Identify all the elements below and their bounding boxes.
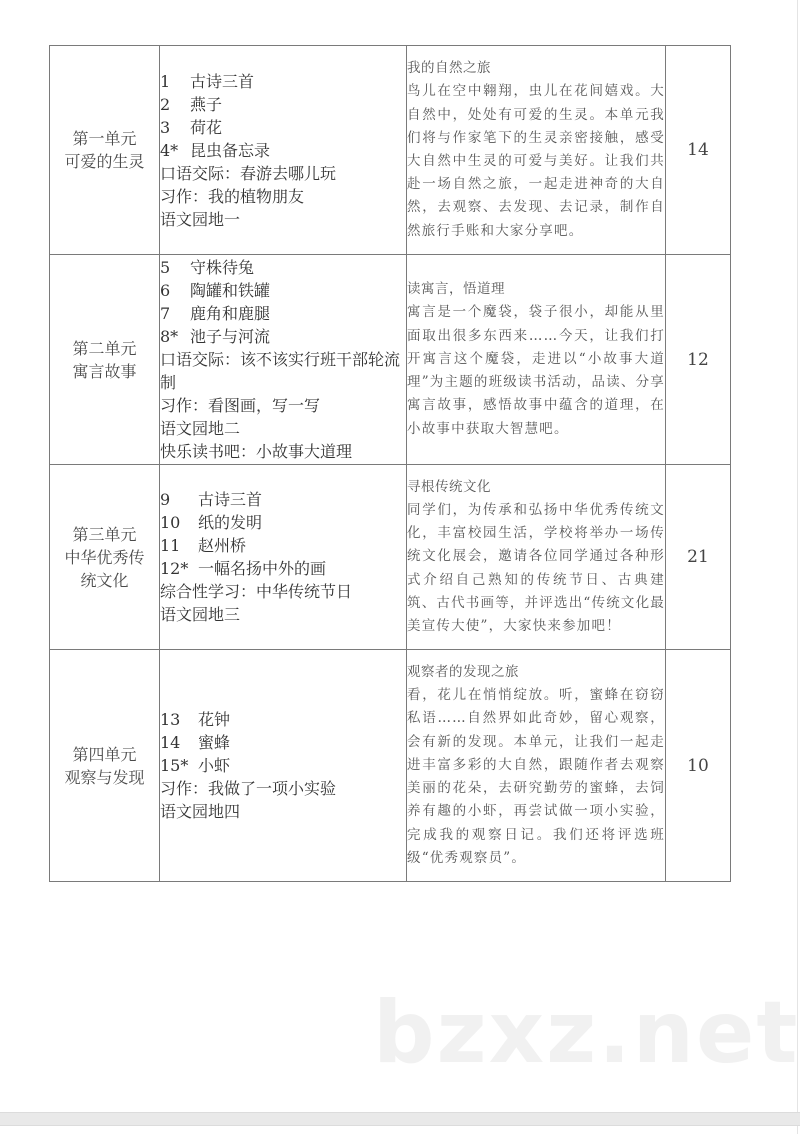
lesson-item (160, 116, 406, 139)
lesson-title: 蜜蜂 (198, 733, 231, 752)
activity-item: 快乐读书吧：小故事大道理 (160, 442, 353, 461)
activity-item: 综合性学习：中华传统节日 (160, 582, 353, 601)
intro-title: 读寓言，悟道理 (407, 281, 505, 298)
watermark: bzxz.net (373, 983, 800, 1083)
intro-text: 看，花儿在悄悄绽放。听，蜜蜂在窃窃私语……自然界如此奇妙，留心观察，会有新的发现。本单元，让我们一起走进丰富多彩的大自然，跟随作者去观察美丽的花朵，去研究勤劳的蜜蜂，去饲养有趣的小虾，再尝试做一项小实验，完成我的观察日记。我们还将评选班级“优秀观察员”。 (407, 687, 665, 866)
activity-item: 习作：我做了一项小实验 (160, 779, 337, 798)
unit-theme: 寓言故事 (72, 361, 137, 381)
lessons-cell (160, 465, 407, 650)
table-row-unit-1 (50, 46, 731, 255)
unit-theme: 观察与发现 (64, 767, 145, 787)
lesson-number: 1 (160, 71, 171, 91)
lesson-number: 8* (160, 327, 179, 346)
lesson-number: 5 (160, 258, 171, 277)
unit-name-cell (50, 255, 160, 465)
table-row-unit-3 (50, 465, 731, 650)
lesson-number: 2 (160, 94, 171, 114)
activity-item: 语文园地一 (160, 209, 241, 229)
lesson-title: 陶罐和铁罐 (190, 281, 271, 300)
table-row-unit-2 (50, 255, 731, 465)
intro-text: 鸟儿在空中翱翔，虫儿在花间嬉戏。大自然中，处处有可爱的生灵。本单元我们将与作家笔下的生灵亲密接触，感受大自然中生灵的可爱与美好。让我们共赴一场自然之旅，一起走进神奇的大自然，去观察、去发现、去记录，制作自然旅行手账和大家分享吧。 (407, 83, 665, 239)
lesson-number: 13 (160, 710, 181, 729)
lesson-item (160, 93, 406, 116)
hours-cell: 10 (666, 650, 731, 882)
lesson-number: 14 (160, 733, 181, 752)
lesson-number: 9 (160, 490, 171, 509)
lesson-number: 6 (160, 281, 171, 300)
unit-theme: 可爱的生灵 (64, 152, 145, 171)
hours-cell: 14 (666, 46, 731, 255)
intro-title: 寻根传统文化 (407, 478, 491, 495)
lesson-title: 纸的发明 (198, 513, 263, 532)
lesson-title: 鹿角和鹿腿 (190, 304, 271, 323)
unit-theme: 中华优秀传统文化 (64, 547, 145, 590)
unit-label: 第一单元 (72, 129, 137, 148)
unit-label: 第四单元 (72, 744, 137, 764)
lesson-title: 小虾 (198, 756, 231, 775)
page-separator (0, 1112, 800, 1126)
lesson-number: 12* (160, 559, 189, 578)
lessons-cell (160, 650, 407, 882)
lesson-item (160, 70, 406, 93)
unit-name-cell (50, 465, 160, 650)
activity-item: 习作：看图画，写一写 (160, 396, 321, 415)
intro-cell (407, 46, 666, 255)
lesson-item (160, 557, 406, 580)
lesson-item (160, 708, 406, 731)
table-row-unit-4 (50, 650, 731, 882)
intro-title: 观察者的发现之旅 (407, 664, 519, 681)
lesson-title: 一幅名扬中外的画 (198, 559, 327, 578)
lesson-title: 荷花 (190, 117, 223, 137)
activity-item: 习作：我的植物朋友 (160, 186, 305, 206)
unit-label: 第三单元 (72, 524, 137, 544)
lesson-title: 花钟 (198, 710, 231, 729)
lesson-number: 7 (160, 304, 171, 323)
intro-title: 我的自然之旅 (407, 60, 491, 77)
lesson-title: 池子与河流 (190, 327, 271, 346)
lesson-item (160, 139, 406, 162)
lesson-title: 赵州桥 (198, 536, 247, 555)
lesson-item (160, 754, 406, 777)
intro-text: 寓言是一个魔袋，袋子很小，却能从里面取出很多东西来……今天，让我们打开寓言这个魔袋，走进以“小故事大道理”为主题的班级读书活动，品读、分享寓言故事，感悟故事中蕴含的道理，在小故事中获取大智慧吧。 (407, 304, 666, 437)
lesson-title: 古诗三首 (198, 490, 263, 509)
lesson-number: 11 (160, 536, 181, 555)
lesson-number: 3 (160, 117, 171, 137)
lesson-number: 4* (160, 140, 179, 160)
lesson-number: 10 (160, 513, 181, 532)
lesson-item (160, 279, 406, 302)
activity-item: 口语交际：春游去哪儿玩 (160, 163, 337, 183)
intro-cell (407, 255, 666, 465)
activity-item: 语文园地三 (160, 605, 241, 624)
lessons-cell (160, 46, 407, 255)
hours-cell: 21 (666, 465, 731, 650)
unit-plan-table (49, 45, 731, 882)
lesson-title: 古诗三首 (190, 71, 255, 91)
lesson-item (160, 534, 406, 557)
lesson-item (160, 731, 406, 754)
intro-cell (407, 465, 666, 650)
lesson-item (160, 325, 406, 348)
activity-item: 口语交际：该不该实行班干部轮流制 (160, 350, 401, 392)
lesson-item (160, 511, 406, 534)
activity-item: 语文园地二 (160, 419, 241, 438)
lesson-item (160, 256, 406, 279)
lesson-item (160, 488, 406, 511)
unit-name-cell (50, 46, 160, 255)
intro-cell (407, 650, 666, 882)
hours-cell: 12 (666, 255, 731, 465)
next-page-edge (0, 1126, 798, 1134)
unit-label: 第二单元 (72, 338, 137, 358)
lesson-title: 燕子 (190, 94, 223, 114)
lesson-item (160, 302, 406, 325)
unit-name-cell (50, 650, 160, 882)
intro-text: 同学们，为传承和弘扬中华优秀传统文化，丰富校园生活，学校将举办一场传统文化展会，邀请各位同学通过各种形式介绍自己熟知的传统节日、古典建筑、古代书画等，并评选出“传统文化最美宣传大使”，大家快来参加吧！ (407, 501, 666, 634)
lessons-cell (160, 255, 407, 465)
lesson-title: 守株待兔 (190, 258, 255, 277)
lesson-title: 昆虫备忘录 (190, 140, 271, 160)
activity-item: 语文园地四 (160, 802, 241, 821)
lesson-number: 15* (160, 756, 189, 775)
